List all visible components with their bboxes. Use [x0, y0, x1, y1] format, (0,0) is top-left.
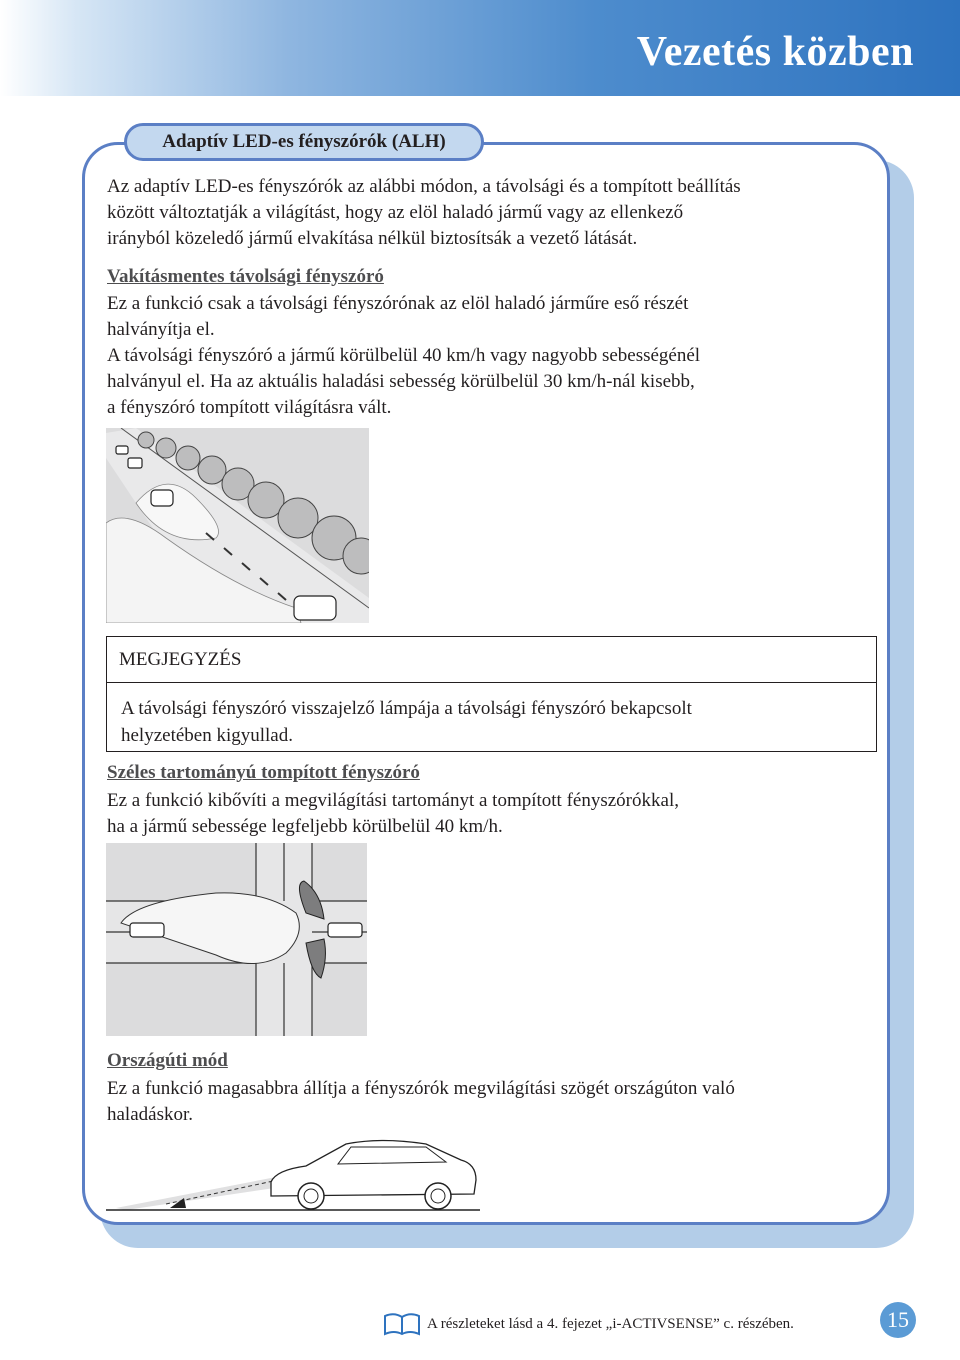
- highway-illustration-svg: [106, 1132, 480, 1212]
- highway-heading: Országúti mód: [107, 1050, 228, 1071]
- highway-line: haladáskor.: [107, 1104, 194, 1125]
- glare-free-illustration-svg: [106, 428, 369, 623]
- wide-range-paragraph: [107, 788, 887, 840]
- note-line: helyzetében kigyullad.: [121, 725, 293, 746]
- glare-free-line: Ez a funkció csak a távolsági fényszórónak az elöl haladó járműre eső részét: [107, 293, 689, 314]
- page-title: Vezetés közben: [636, 29, 914, 75]
- book-icon: [382, 1312, 422, 1336]
- highway-line: Ez a funkció magasabbra állítja a fényszórók megvilágítási szögét országúton való: [107, 1078, 735, 1099]
- page-number-badge: 15: [880, 1302, 916, 1338]
- intro-paragraph: [107, 174, 887, 252]
- wide-range-illustration: [106, 843, 367, 1036]
- note-body: [107, 683, 876, 749]
- intro-line: között változtatják a világítást, hogy az elöl haladó jármű vagy az ellenkező: [107, 202, 684, 223]
- note-heading: MEGJEGYZÉS: [107, 637, 876, 683]
- intro-line: Az adaptív LED-es fényszórók az alábbi módon, a távolsági és a tompított beállítás: [107, 176, 741, 197]
- glare-free-line: halványítja el.: [107, 319, 215, 340]
- wide-range-line: ha a jármű sebessége legfeljebb körülbelül 40 km/h.: [107, 816, 503, 837]
- footer-reference: A részleteket lásd a 4. fejezet „i-ACTIVSENSE” c. részében.: [427, 1316, 794, 1332]
- highway-illustration: [106, 1132, 480, 1212]
- glare-free-line: A távolsági fényszóró a jármű körülbelül 40 km/h vagy nagyobb sebességénél: [107, 345, 701, 366]
- glare-free-heading: Vakításmentes távolsági fényszóró: [107, 266, 384, 287]
- glare-free-line: halványul el. Ha az aktuális haladási sebesség körülbelül 30 km/h-nál kisebb,: [107, 371, 695, 392]
- note-box: [106, 636, 877, 752]
- wide-range-heading: Széles tartományú tompított fényszóró: [107, 762, 420, 783]
- note-line: A távolsági fényszóró visszajelző lámpája a távolsági fényszóró bekapcsolt: [121, 698, 692, 719]
- highway-paragraph: [107, 1076, 887, 1128]
- wide-range-illustration-svg: [106, 843, 367, 1036]
- glare-free-paragraph: [107, 291, 887, 421]
- section-tab: Adaptív LED-es fényszórók (ALH): [124, 123, 484, 161]
- glare-free-line: a fényszóró tompított világításra vált.: [107, 397, 392, 418]
- glare-free-illustration: [106, 428, 369, 623]
- intro-line: irányból közeledő jármű elvakítása nélkül biztosítsák a vezető látását.: [107, 228, 638, 249]
- wide-range-line: Ez a funkció kibővíti a megvilágítási tartományt a tompított fényszórókkal,: [107, 790, 679, 811]
